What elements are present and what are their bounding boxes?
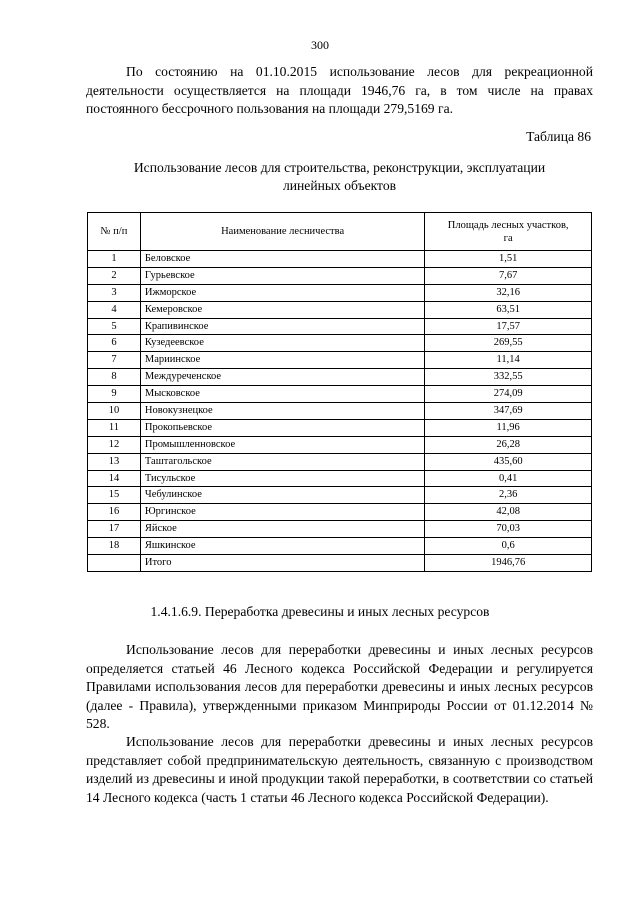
row-num: 4 (88, 301, 141, 318)
row-num: 18 (88, 538, 141, 555)
header-area (425, 213, 592, 251)
row-area: 0,6 (425, 538, 592, 555)
row-name: Юргинское (140, 504, 424, 521)
row-name: Таштагольское (140, 453, 424, 470)
row-name: Кемеровское (140, 301, 424, 318)
row-num: 11 (88, 419, 141, 436)
table-row (88, 538, 592, 555)
row-num: 17 (88, 521, 141, 538)
row-area: 17,57 (425, 318, 592, 335)
row-area: 11,96 (425, 419, 592, 436)
table-row (88, 386, 592, 403)
forestry-table (87, 212, 592, 572)
row-area: 274,09 (425, 386, 592, 403)
table-row (88, 284, 592, 301)
row-area: 2,36 (425, 487, 592, 504)
total-area: 1946,76 (425, 555, 592, 572)
row-name: Ижморское (140, 284, 424, 301)
header-area-line1: Площадь лесных участков, (447, 219, 569, 231)
row-num: 5 (88, 318, 141, 335)
header-area-line2: га (503, 232, 513, 244)
row-area: 435,60 (425, 453, 592, 470)
row-num: 10 (88, 403, 141, 420)
table-row (88, 419, 592, 436)
header-name: Наименование лесничества (140, 213, 424, 251)
row-area: 269,55 (425, 335, 592, 352)
row-num: 3 (88, 284, 141, 301)
table-row (88, 504, 592, 521)
row-name: Гурьевское (140, 267, 424, 284)
row-area: 1,51 (425, 251, 592, 268)
table-row (88, 318, 592, 335)
header-num: № п/п (88, 213, 141, 251)
table-row (88, 453, 592, 470)
row-num: 1 (88, 251, 141, 268)
table-label: Таблица 86 (526, 129, 591, 144)
table-caption (86, 159, 593, 195)
table-row (88, 436, 592, 453)
row-name: Беловское (140, 251, 424, 268)
row-num: 8 (88, 369, 141, 386)
row-area: 7,67 (425, 267, 592, 284)
section-heading: 1.4.1.6.9. Переработка древесины и иных лесных ресурсов (150, 604, 490, 619)
row-num: 13 (88, 453, 141, 470)
page-number: 300 (311, 38, 329, 52)
row-area: 32,16 (425, 284, 592, 301)
table-row (88, 403, 592, 420)
row-num: 2 (88, 267, 141, 284)
row-name: Новокузнецкое (140, 403, 424, 420)
row-area: 347,69 (425, 403, 592, 420)
row-name: Мариинское (140, 352, 424, 369)
row-name: Прокопьевское (140, 419, 424, 436)
row-area: 42,08 (425, 504, 592, 521)
row-num: 16 (88, 504, 141, 521)
row-num: 7 (88, 352, 141, 369)
body-paragraph-2: Использование лесов для переработки древесины и иных лесных ресурсов представляет собой предпринимательскую деятельность, связанную с производством изделий из древесины и иной продукции такой переработки, в соответствии со статьей 14 Лесного кодекса (часть 1 статьи 46 Лесного кодекса Российской Федерации). (86, 734, 593, 805)
table-header-row (88, 213, 592, 251)
row-name: Яйское (140, 521, 424, 538)
intro-paragraph: По состоянию на 01.10.2015 использование лесов для рекреационной деятельности осуществляется на площади 1946,76 га, в том числе на правах постоянного бессрочного пользования на площади 279,5169 га. (86, 64, 593, 116)
row-name: Промышленновское (140, 436, 424, 453)
table-row (88, 251, 592, 268)
row-area: 63,51 (425, 301, 592, 318)
row-name: Кузедеевское (140, 335, 424, 352)
row-name: Яшкинское (140, 538, 424, 555)
table-row (88, 487, 592, 504)
row-name: Междуреченское (140, 369, 424, 386)
table-caption-line2: линейных объектов (282, 178, 397, 193)
body-paragraph-1: Использование лесов для переработки древесины и иных лесных ресурсов определяется статьей 46 Лесного кодекса Российской Федерации и регулируется Правилами использования лесов для переработки древесины и иных лесных ресурсов (далее - Правила), утвержденными приказом Минприроды России от 01.12.2014 № 528. (86, 642, 593, 731)
row-num: 12 (88, 436, 141, 453)
table-total-row (88, 555, 592, 572)
table-row (88, 470, 592, 487)
table-row (88, 301, 592, 318)
row-name: Тисульское (140, 470, 424, 487)
row-area: 70,03 (425, 521, 592, 538)
table-row (88, 352, 592, 369)
row-name: Чебулинское (140, 487, 424, 504)
row-num: 15 (88, 487, 141, 504)
table-row (88, 267, 592, 284)
row-area: 11,14 (425, 352, 592, 369)
row-num: 14 (88, 470, 141, 487)
total-label: Итого (140, 555, 424, 572)
row-area: 332,55 (425, 369, 592, 386)
table-caption-line1: Использование лесов для строительства, реконструкции, эксплуатации (133, 160, 546, 175)
row-area: 26,28 (425, 436, 592, 453)
row-num: 6 (88, 335, 141, 352)
table-row (88, 521, 592, 538)
row-name: Крапивинское (140, 318, 424, 335)
row-name: Мысковское (140, 386, 424, 403)
table-row (88, 369, 592, 386)
total-num (88, 555, 141, 572)
row-num: 9 (88, 386, 141, 403)
table-row (88, 335, 592, 352)
row-area: 0,41 (425, 470, 592, 487)
